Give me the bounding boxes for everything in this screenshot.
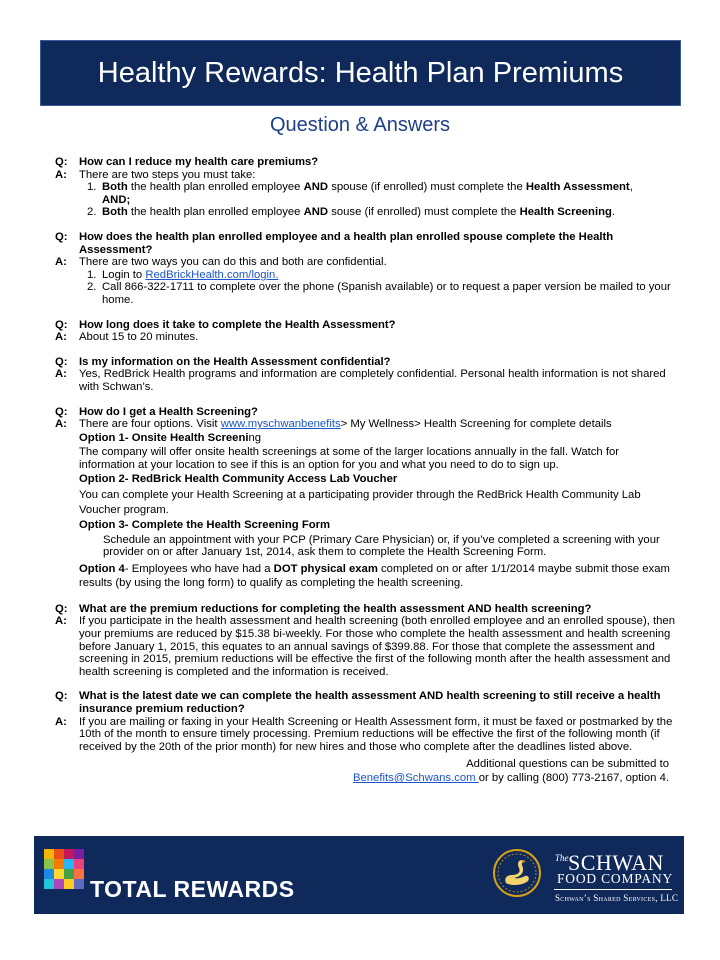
- closing-line-2: [55, 771, 669, 785]
- item-text: .: [611, 206, 616, 219]
- question-text: How can I reduce my health care premiums?: [79, 156, 319, 168]
- option-label: Option 4: [79, 562, 125, 575]
- company-shared-services: Schwan’s Shared Services, LLC: [555, 893, 679, 903]
- answer-text-part: There are four options. Visit: [79, 418, 221, 431]
- a-label: A:: [55, 368, 67, 381]
- q-label: Q:: [55, 405, 68, 418]
- question-text: How long does it take to complete the Health Assessment?: [79, 318, 396, 331]
- question-text: How does the health plan enrolled employee and a health plan enrolled spouse complete the Health Assessment?: [79, 230, 614, 256]
- qa-block-reduce-premiums: [55, 156, 677, 169]
- benefits-email-link[interactable]: Benefits@Schwans.com: [352, 772, 479, 785]
- answer-text: There are two steps you must take:: [79, 168, 256, 181]
- item-text: Call 866-322-1711 to complete over the phone (Spanish available) or to request a paper version be mailed to your home.: [102, 281, 671, 306]
- list-number: 1.: [87, 181, 97, 194]
- option-text: completed on or after 1/1/2014 maybe submit those exam results (by using the long form) to qualify as completing the health screening.: [79, 562, 670, 590]
- steps-list: [79, 181, 677, 219]
- answer-block: [55, 716, 677, 754]
- total-rewards-logo-icon: [44, 849, 84, 889]
- schwan-swan-emblem-icon: [492, 848, 542, 898]
- q-label: Q:: [55, 156, 68, 168]
- company-divider: [554, 889, 672, 890]
- bold-text: AND: [303, 181, 329, 194]
- ways-list: [79, 269, 677, 307]
- list-number: 2.: [87, 281, 97, 294]
- footer-band: [34, 836, 684, 914]
- page-title: Healthy Rewards: Health Plan Premiums: [97, 57, 624, 89]
- answer-block: [55, 169, 677, 219]
- qa-content: [55, 156, 677, 785]
- answer-text-part: > My Wellness> Health Screening for complete details: [340, 418, 612, 431]
- qa-block-screening: [55, 406, 677, 419]
- bold-text: DOT physical exam: [273, 562, 378, 575]
- qa-block-duration: [55, 319, 677, 332]
- list-number: 1.: [87, 268, 97, 281]
- q-label: Q:: [55, 355, 68, 368]
- company-food: FOOD COMPANY: [557, 871, 674, 886]
- list-number: 2.: [87, 206, 97, 219]
- list-item: [79, 206, 677, 219]
- title-banner: [40, 40, 681, 106]
- closing-note: [55, 757, 677, 785]
- bold-text: Both: [102, 181, 128, 194]
- question-text: What are the premium reductions for completing the health assessment AND health screening?: [79, 602, 592, 615]
- q-label: Q:: [55, 318, 68, 331]
- item-text: the health plan enrolled employee: [127, 206, 304, 219]
- company-the: The: [555, 853, 569, 863]
- question-text: Is my information on the Health Assessment confidential?: [79, 355, 391, 368]
- answer-text: About 15 to 20 minutes.: [79, 331, 199, 344]
- item-text: spouse (if enrolled) must complete the: [328, 181, 526, 194]
- q-label: Q:: [55, 690, 68, 703]
- company-name: SCHWAN: [568, 850, 664, 875]
- bold-text: AND: [303, 206, 329, 219]
- list-item: [79, 269, 677, 282]
- a-label: A:: [55, 256, 67, 269]
- a-label: A:: [55, 331, 67, 344]
- closing-text: or by calling (800) 773-2167, option 4.: [478, 772, 669, 785]
- bold-text: Health Screening: [519, 206, 612, 219]
- option-label: ng: [248, 431, 262, 444]
- option-3-body: Schedule an appointment with your PCP (Primary Care Physician) or, if you’ve completed a screening with your provider on or after January 1st, 2014, ask them to complete the Health Screening Form.: [103, 533, 660, 559]
- a-label: A:: [55, 418, 67, 431]
- redbrick-login-link[interactable]: RedBrickHealth.com/login.: [145, 268, 279, 281]
- answer-block: [55, 256, 677, 306]
- bold-text: AND;: [102, 193, 131, 206]
- option-3-title: Option 3- Complete the Health Screening Form: [79, 519, 331, 532]
- item-text: the health plan enrolled employee: [127, 181, 304, 194]
- qa-block-complete-assessment: [55, 231, 677, 256]
- question-text: What is the latest date we can complete the health assessment AND health screening to still receive a health insurance premium reduction?: [79, 690, 661, 715]
- item-text: ,: [629, 181, 633, 194]
- bold-text: Health Assessment: [525, 181, 630, 194]
- question-text: How do I get a Health Screening?: [79, 405, 258, 418]
- list-item: [79, 181, 677, 206]
- answer-block: [55, 368, 677, 393]
- option-label: - Onsite Health Screeni: [124, 431, 249, 444]
- option-text: - Employees who have had a: [124, 562, 274, 575]
- option-2-body: You can complete your Health Screening at a participating provider through the RedBrick Health Community Lab Voucher program.: [79, 489, 641, 516]
- answer-text: If you are mailing or faxing in your Health Screening or Health Assessment form, it must be faxed or postmarked by the 10th of the month to ensure timely processing. Premium reductions will be effective the first of the following month (if received by the 20th of the prior month) for new hires and those who complete after the deadlines listed above.: [79, 715, 673, 753]
- q-label: Q:: [55, 230, 68, 243]
- a-label: A:: [55, 615, 67, 628]
- page-subtitle: Question & Answers: [269, 114, 451, 136]
- total-rewards-wordmark: TOTAL REWARDS: [90, 876, 295, 902]
- option-2-title: Option 2- RedBrick Health Community Access Lab Voucher: [79, 473, 398, 486]
- q-label: Q:: [55, 602, 68, 615]
- item-text: Login to: [102, 268, 146, 281]
- bold-text: Both: [102, 206, 128, 219]
- option-1-title: [79, 432, 677, 445]
- option-label: Option 1: [79, 431, 125, 444]
- myschwanbenefits-link[interactable]: www.myschwanbenefits: [220, 418, 341, 431]
- option-4-text: [79, 562, 677, 591]
- answer-block: [55, 331, 677, 344]
- answer-block: [55, 418, 677, 591]
- a-label: A:: [55, 168, 67, 181]
- qa-block-latest-date: [55, 690, 677, 715]
- answer-text: There are two ways you can do this and both are confidential.: [79, 256, 387, 269]
- qa-block-reductions: [55, 603, 677, 616]
- answer-text: If you participate in the health assessment and health screening (both enrolled employee and an enrolled spouse), then your premiums are reduced by $15.38 bi-weekly. For those who complete the health assessment and health screening before January 1, 2015, this equates to an annual savings of $399.88. For those that complete the assessment and screening in 2015, premium reductions will be effective the first of the following month after the health assessment and health screening is completed and the information is received.: [79, 615, 675, 678]
- option-1-body: The company will offer onsite health screenings at some of the larger locations annually in the fall. Watch for information at your location to see if this is an option for you and what you need to do to sign up.: [79, 446, 620, 471]
- answer-text: Yes, RedBrick Health programs and information are completely confidential. Personal health information is not shared with Schwan’s.: [79, 368, 666, 393]
- qa-block-confidential: [55, 356, 677, 369]
- item-text: souse (if enrolled) must complete the: [328, 206, 520, 219]
- answer-block: [55, 615, 677, 678]
- closing-line-1: Additional questions can be submitted to: [466, 758, 669, 771]
- list-item: [79, 281, 677, 306]
- a-label: A:: [55, 715, 67, 728]
- answer-text: [79, 418, 677, 431]
